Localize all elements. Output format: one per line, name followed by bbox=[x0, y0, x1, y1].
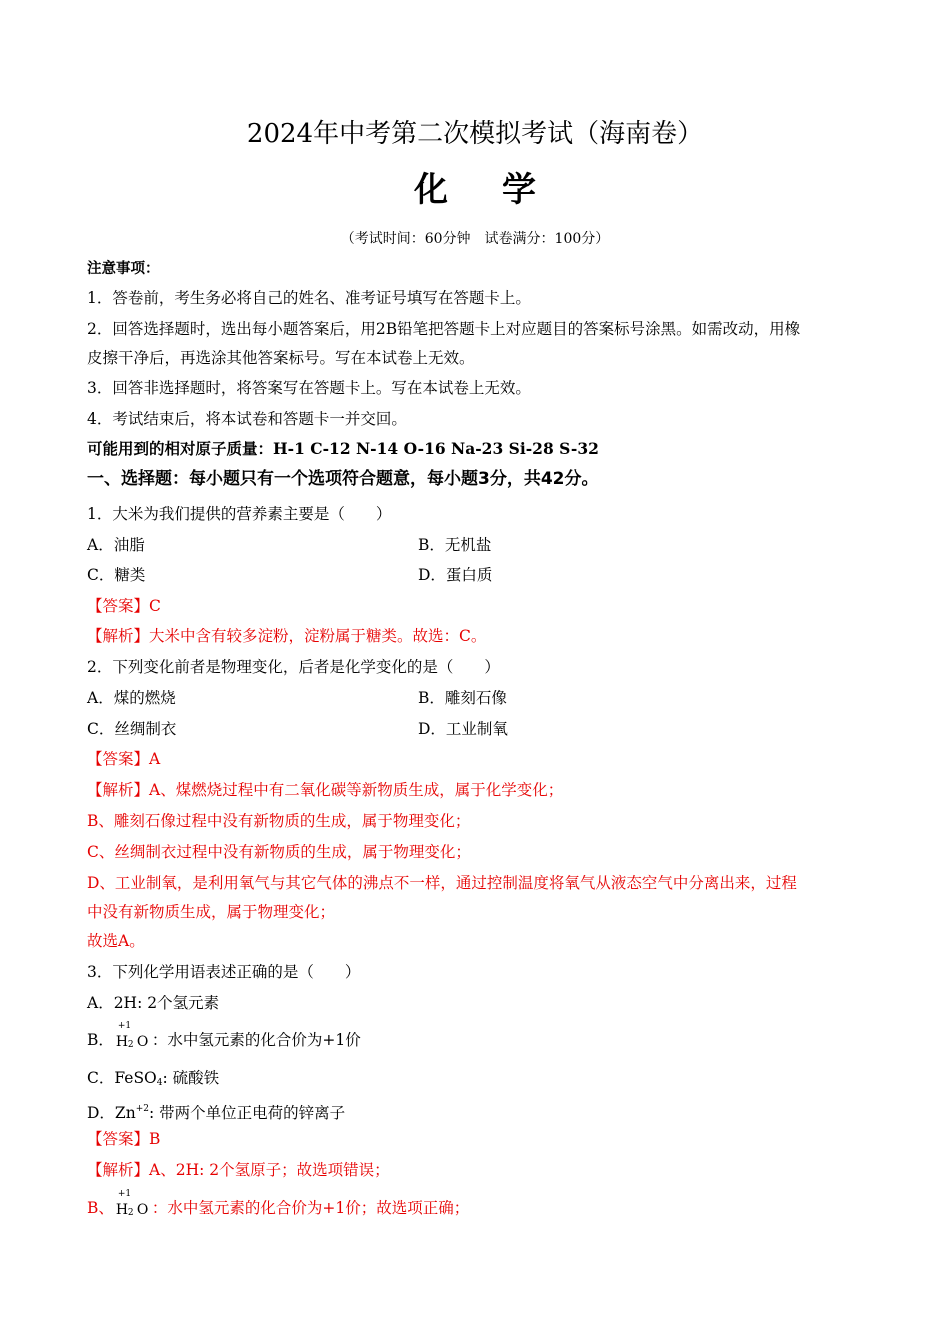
q1-answer bbox=[87, 596, 161, 616]
q3-option-c: C．FeSO$_4$: 硫酸铁 bbox=[87, 1069, 220, 1088]
q2-option-a: A．煤的燃烧 bbox=[87, 689, 176, 707]
atomic-mass-line: 可能用到的相对原子质量：H-1 C-12 N-14 O-16 Na-23 Si-28 S-32 bbox=[87, 439, 599, 458]
q2-option-c: C．丝绸制衣 bbox=[87, 720, 177, 738]
note-item-4: 4．考试结束后，将本试卷和答题卡一并交回。 bbox=[87, 410, 407, 428]
q1-answer-value: C bbox=[149, 597, 161, 615]
q1-stem: 1．大米为我们提供的营养素主要是（ ） bbox=[87, 505, 392, 523]
q3-option-d: D．$Zn^{+2}$: 带两个单位正电荷的锌离子 bbox=[87, 1104, 346, 1122]
q2-analysis-2: B、雕刻石像过程中没有新物质的生成，属于物理变化； bbox=[87, 812, 471, 830]
q2-analysis-5: 中没有新物质生成，属于物理变化； bbox=[87, 903, 336, 921]
q2-option-d: D．工业制氧 bbox=[418, 720, 508, 738]
answer-tag: 【答案】 bbox=[87, 750, 150, 768]
q2-analysis-6: 故选A。 bbox=[87, 932, 145, 950]
q2-option-b: B．雕刻石像 bbox=[418, 689, 507, 707]
analysis-tag: 【解析】 bbox=[87, 1161, 150, 1179]
q3-analysis-a-text: A、2H: 2个氢原子；故选项错误； bbox=[149, 1161, 390, 1179]
q3-answer bbox=[87, 1129, 160, 1149]
section-heading bbox=[87, 469, 599, 489]
q2-analysis-4: D、工业制氧，是利用氧气与其它气体的沸点不一样，通过控制温度将氧气从液态空气中分离出来，过程 bbox=[87, 874, 797, 892]
q2-stem: 2．下列变化前者是物理变化，后者是化学变化的是（ ） bbox=[87, 658, 500, 676]
q2-answer-value: A bbox=[149, 750, 161, 768]
note-item-1: 1．答卷前，考生务必将自己的姓名、准考证号填写在答题卡上。 bbox=[87, 289, 531, 307]
exam-info: （考试时间：60分钟 试卷满分：100分） bbox=[340, 231, 610, 247]
subject-char-2: 学 bbox=[502, 170, 536, 210]
q2-analysis-1 bbox=[87, 780, 563, 800]
q1-option-d: D．蛋白质 bbox=[418, 566, 493, 584]
note-item-3: 3．回答非选择题时，将答案写在答题卡上。写在本试卷上无效。 bbox=[87, 379, 531, 397]
q3-option-b-prefix: B． bbox=[87, 1031, 114, 1049]
water-formula: +1 H 2 O bbox=[115, 1021, 149, 1050]
answer-tag: 【答案】 bbox=[87, 1130, 150, 1148]
notes-heading: 注意事项： bbox=[87, 260, 160, 277]
q3-stem: 3．下列化学用语表述正确的是（ ） bbox=[87, 963, 361, 981]
q2-analysis-text-1: A、煤燃烧过程中有二氧化碳等新物质生成，属于化学变化； bbox=[149, 781, 564, 799]
q3-option-a: A．2H: 2个氢元素 bbox=[87, 994, 220, 1012]
analysis-tag: 【解析】 bbox=[87, 627, 150, 645]
water-formula-analysis: +1 H 2 O bbox=[115, 1189, 149, 1218]
q3-analysis-a bbox=[87, 1160, 390, 1180]
q1-option-a: A．油脂 bbox=[87, 536, 145, 554]
note-item-2: 2．回答选择题时，选出每小题答案后，用2B铅笔把答题卡上对应题目的答案标号涂黑。如需改动，用橡 bbox=[87, 320, 801, 338]
section-heading-b: ：每小题只有一个选项符合题意，每小题3分，共42分。 bbox=[172, 469, 599, 489]
section-heading-a: 一、选择题 bbox=[87, 469, 172, 489]
q3-analysis-b: B、 +1 H 2 O ：水中氢元素的化合价为+1价；故选项正确； bbox=[87, 1189, 470, 1218]
answer-tag: 【答案】 bbox=[87, 597, 150, 615]
q2-answer bbox=[87, 749, 160, 769]
q1-analysis bbox=[87, 626, 486, 646]
q3-option-b-text: ：水中氢元素的化合价为+1价 bbox=[151, 1031, 361, 1049]
q3-answer-value: B bbox=[149, 1130, 161, 1148]
subject-title bbox=[0, 168, 950, 212]
subject-char-1: 化 bbox=[414, 170, 448, 210]
exam-title: 2024年中考第二次模拟考试（海南卷） bbox=[246, 119, 704, 149]
q3-option-b bbox=[87, 1021, 361, 1051]
q2-analysis-3: C、丝绸制衣过程中没有新物质的生成，属于物理变化； bbox=[87, 843, 471, 861]
q1-option-c: C．糖类 bbox=[87, 566, 146, 584]
q1-option-b: B．无机盐 bbox=[418, 536, 492, 554]
q1-analysis-text: 大米中含有较多淀粉，淀粉属于糖类。故选：C。 bbox=[149, 627, 487, 645]
note-item-2-cont: 皮擦干净后，再选涂其他答案标号。写在本试卷上无效。 bbox=[87, 349, 475, 367]
analysis-tag: 【解析】 bbox=[87, 781, 150, 799]
